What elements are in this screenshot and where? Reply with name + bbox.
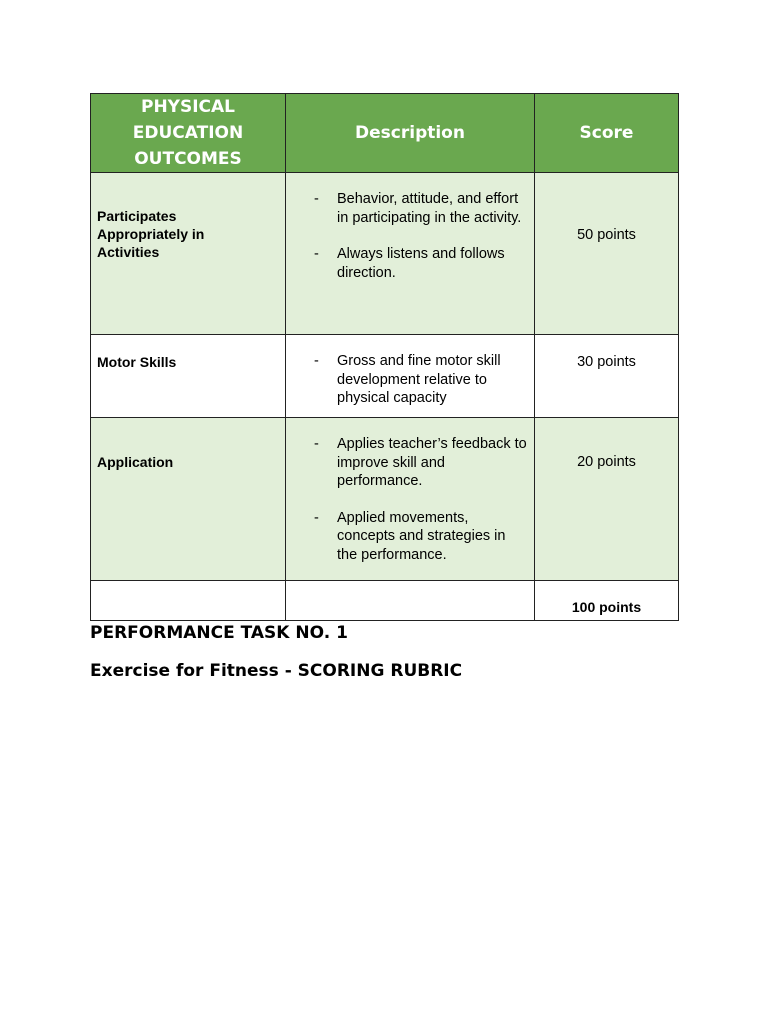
description-text: Applies teacher’s feedback to improve skill and performance.	[337, 436, 527, 489]
table-header-row	[91, 94, 679, 173]
empty-cell	[91, 581, 286, 621]
bullet-dash: -	[314, 509, 319, 526]
table-row	[91, 335, 679, 418]
score-value: 20 points	[577, 454, 636, 470]
description-text: Always listens and follows direction.	[337, 246, 505, 281]
description-list	[286, 335, 534, 408]
description-cell	[286, 173, 535, 335]
outcome-cell	[91, 173, 286, 335]
score-value: 30 points	[577, 354, 636, 370]
score-cell	[535, 418, 679, 581]
rubric-title-heading: Exercise for Fitness - SCORING RUBRIC	[90, 661, 463, 681]
scoring-rubric-table	[90, 93, 679, 621]
total-score-cell	[535, 581, 679, 621]
header-outcomes-label: PHYSICAL EDUCATION OUTCOMES	[132, 97, 244, 169]
outcome-label: Participates Appropriately in Activities	[97, 208, 205, 260]
performance-task-heading: PERFORMANCE TASK NO. 1	[90, 623, 348, 643]
list-item	[286, 352, 534, 408]
bullet-dash: -	[314, 246, 319, 262]
bullet-dash: -	[314, 191, 319, 207]
total-score: 100 points	[571, 599, 642, 615]
score-value: 50 points	[577, 227, 636, 243]
outcome-label: Motor Skills	[97, 354, 177, 370]
list-item	[286, 509, 534, 565]
header-score: Score	[535, 94, 679, 173]
empty-cell	[286, 581, 535, 621]
header-description: Description	[286, 94, 535, 173]
header-outcomes	[91, 94, 286, 173]
table-row	[91, 173, 679, 335]
description-text: Applied movements, concepts and strategies in the performance.	[337, 509, 506, 563]
description-cell	[286, 335, 535, 418]
score-cell	[535, 173, 679, 335]
description-text: Gross and fine motor skill development relative to physical capacity	[337, 353, 501, 406]
description-text: Behavior, attitude, and effort in participating in the activity.	[337, 191, 522, 226]
list-item	[286, 190, 534, 227]
outcome-cell	[91, 418, 286, 581]
outcome-label: Application	[97, 454, 174, 470]
bullet-dash: -	[314, 436, 319, 452]
score-cell	[535, 335, 679, 418]
list-item	[286, 245, 534, 282]
total-row	[91, 581, 679, 621]
list-item	[286, 435, 534, 491]
bullet-dash: -	[314, 353, 319, 369]
description-list	[286, 418, 534, 564]
description-list	[286, 173, 534, 282]
description-cell	[286, 418, 535, 581]
outcome-cell	[91, 335, 286, 418]
table-row	[91, 418, 679, 581]
